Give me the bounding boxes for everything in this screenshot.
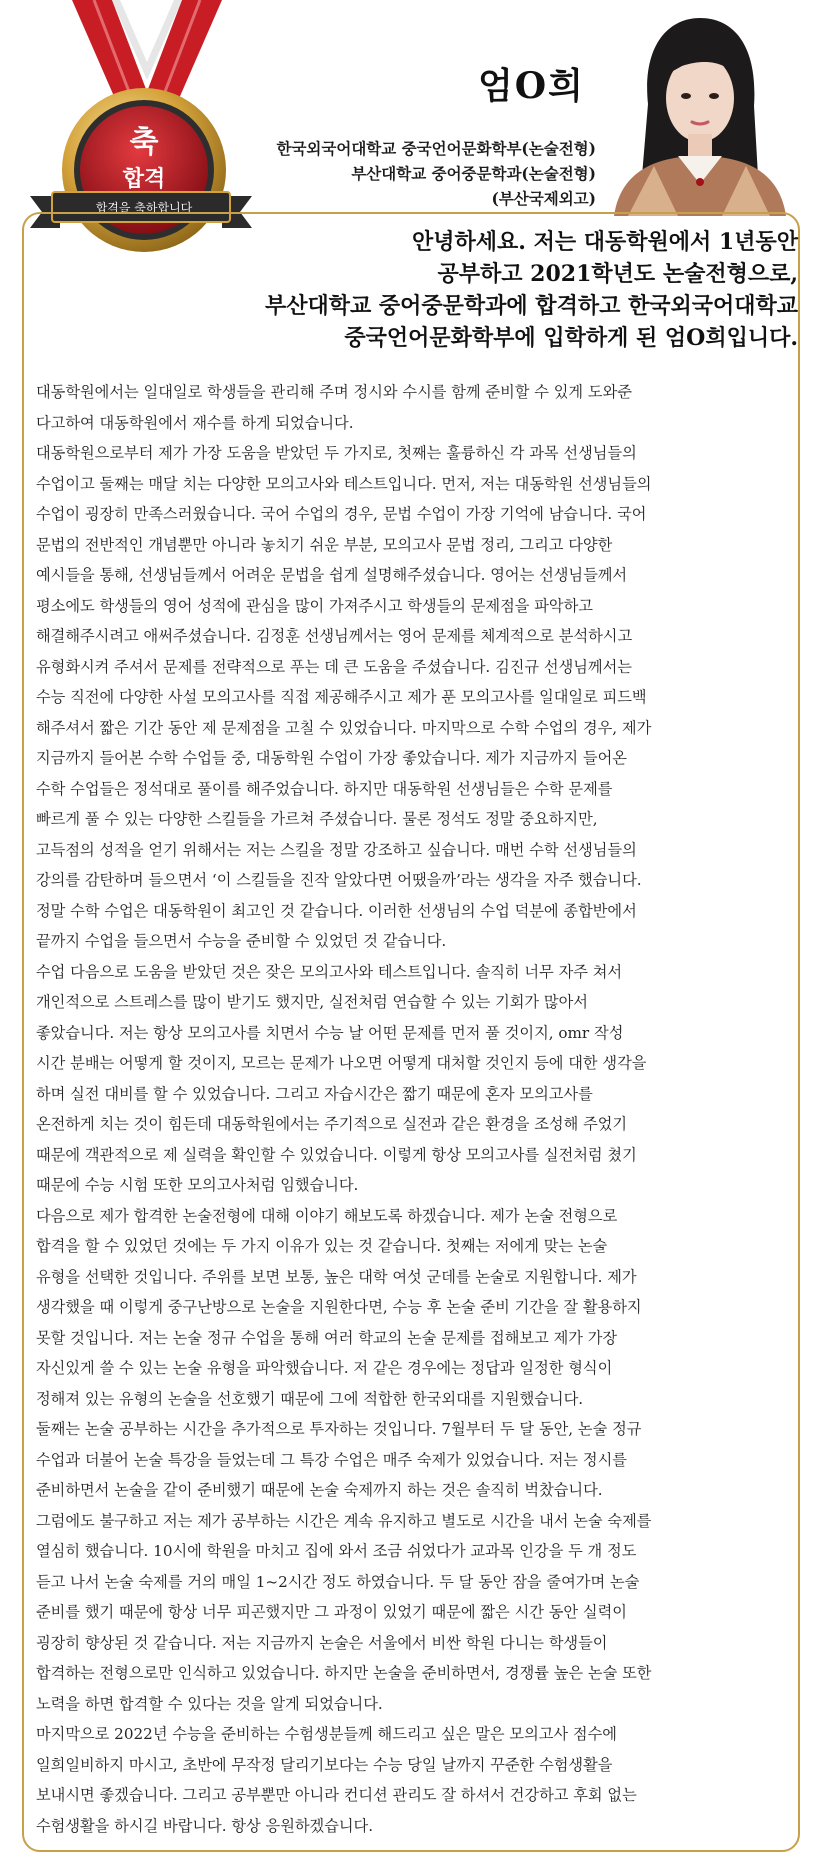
body-line: 하며 실전 대비를 할 수 있었습니다. 그리고 자습시간은 짧기 때문에 혼자 모의고사를 xyxy=(36,1084,593,1103)
body-line: 보내시면 좋겠습니다. 그리고 공부뿐만 아니라 컨디션 관리도 잘 하셔서 건강하고 후회 없는 xyxy=(36,1786,637,1804)
school-line-3: (부산국제외고) xyxy=(491,189,596,208)
intro-line: 부산대학교 중어중문학과에 합격하고 한국외국어대학교 xyxy=(264,293,798,319)
school-line-2: 부산대학교 중어중문학과(논술전형) xyxy=(351,164,596,183)
medal-banner-text: 합격을 축하합니다 xyxy=(95,201,193,215)
body-line: 지금까지 들어본 수학 수업들 중, 대동학원 수업이 가장 좋았습니다. 제가 지금까지 들어온 xyxy=(36,749,627,767)
body-line: 다고하여 대동학원에서 재수를 하게 되었습니다. xyxy=(36,413,354,432)
body-line: 수험생활을 하시길 바랍니다. 항상 응원하겠습니다. xyxy=(36,1816,374,1835)
medal-badge-top: 축 xyxy=(129,125,159,160)
body-line: 다음으로 제가 합격한 논술전형에 대해 이야기 해보도록 하겠습니다. 제가 논술 전형으로 xyxy=(36,1206,618,1225)
body-line: 빠르게 풀 수 있는 다양한 스킬들을 가르쳐 주셨습니다. 물론 정석도 정말 중요하지만, xyxy=(36,810,598,828)
body-line: 좋았습니다. 저는 항상 모의고사를 치면서 수능 날 어떤 문제를 먼저 풀 것이지, omr 작성 xyxy=(36,1023,624,1042)
body-line: 둘째는 논술 공부하는 시간을 추가적으로 투자하는 것입니다. 7월부터 두 달 동안, 논술 정규 xyxy=(36,1420,642,1438)
body-line: 수능 직전에 다양한 사설 모의고사를 직접 제공해주시고 제가 푼 모의고사를 일대일로 피드백 xyxy=(36,688,647,706)
body-line: 준비를 했기 때문에 항상 너무 피곤했지만 그 과정이 있었기 때문에 짧은 시간 동안 실력이 xyxy=(36,1603,627,1621)
body-line: 대동학원에서는 일대일로 학생들을 관리해 주며 정시와 수시를 함께 준비할 수 있게 도와준 xyxy=(36,383,632,401)
body-line: 유형화시켜 주셔서 문제를 전략적으로 푸는 데 큰 도움을 주셨습니다. 김진규 선생님께서는 xyxy=(36,657,632,676)
body-line: 때문에 수능 시험 또한 모의고사처럼 임했습니다. xyxy=(36,1176,359,1194)
medal-badge-bottom: 합격 xyxy=(122,166,166,192)
body-line: 그럼에도 불구하고 저는 제가 공부하는 시간은 계속 유지하고 별도로 시간을 내서 논술 숙제를 xyxy=(36,1511,652,1530)
body-line: 수학 수업들은 정석대로 풀이를 해주었습니다. 하지만 대동학원 선생님들은 수학 문제를 xyxy=(36,779,613,798)
body-line: 수업이고 둘째는 매달 치는 다양한 모의고사와 테스트입니다. 먼저, 저는 대동학원 선생님들의 xyxy=(36,474,652,493)
body-line: 노력을 하면 합격할 수 있다는 것을 알게 되었습니다. xyxy=(36,1694,383,1713)
body-line: 온전하게 치는 것이 힘든데 대동학원에서는 주기적으로 실전과 같은 환경을 조성해 주었기 xyxy=(36,1115,628,1133)
body-line: 일희일비하지 마시고, 초반에 무작정 달리기보다는 수능 당일 날까지 꾸준한 수험생활을 xyxy=(36,1755,613,1774)
school-line-1: 한국외국어대학교 중국언어문화학부(논술전형) xyxy=(276,139,596,158)
intro-heading xyxy=(190,226,798,354)
body-line: 시간 분배는 어떻게 할 것이지, 모르는 문제가 나오면 어떻게 대처할 것인지 등에 대한 생각을 xyxy=(36,1054,647,1072)
body-line: 평소에도 학생들의 영어 성적에 관심을 많이 가져주시고 학생들의 문제점을 파악하고 xyxy=(36,596,593,615)
student-photo xyxy=(608,6,788,216)
body-line: 대동학원으로부터 제가 가장 도움을 받았던 두 가지로, 첫째는 훌륭하신 각 과목 선생님들의 xyxy=(36,444,637,462)
body-line: 합격을 할 수 있었던 것에는 두 가지 이유가 있는 것 같습니다. 첫째는 저에게 맞는 논술 xyxy=(36,1237,608,1255)
intro-line: 중국언어문화학부에 입학하게 된 엄O희입니다. xyxy=(344,325,798,351)
body-line: 굉장히 향상된 것 같습니다. 저는 지금까지 논술은 서울에서 비싼 학원 다니는 학생들이 xyxy=(36,1633,608,1652)
body-line: 고득점의 성적을 얻기 위해서는 저는 스킬을 정말 강조하고 싶습니다. 매번 수학 선생님들의 xyxy=(36,840,637,859)
body-line: 마지막으로 2022년 수능을 준비하는 수험생분들께 해드리고 싶은 말은 모의고사 점수에 xyxy=(36,1725,617,1743)
body-line: 듣고 나서 논술 숙제를 거의 매일 1~2시간 정도 하였습니다. 두 달 동안 잠을 줄여가며 논술 xyxy=(36,1572,640,1591)
body-line: 정해져 있는 유형의 논술을 선호했기 때문에 그에 적합한 한국외대를 지원했습니다. xyxy=(36,1389,584,1408)
body-line: 해결해주시려고 애써주셨습니다. 김정훈 선생님께서는 영어 문제를 체계적으로 분석하시고 xyxy=(36,627,633,645)
body-line: 유형을 선택한 것입니다. 주위를 보면 보통, 높은 대학 여섯 군데를 논술로 지원합니다. 제가 xyxy=(36,1267,637,1286)
intro-line: 공부하고 2021학년도 논술전형으로, xyxy=(437,261,798,287)
body-line: 강의를 감탄하며 들으면서 ‘이 스킬들을 진작 알았다면 어땠을까’라는 생각을 자주 했습니다. xyxy=(36,871,642,889)
body-line: 열심히 했습니다. 10시에 학원을 마치고 집에 와서 조금 쉬었다가 교과목 인강을 두 개 정도 xyxy=(36,1542,637,1560)
body-line: 예시들을 통해, 선생님들께서 어려운 문법을 쉽게 설명해주셨습니다. 영어는 선생님들께서 xyxy=(36,566,628,584)
body-line: 수업 다음으로 도움을 받았던 것은 잦은 모의고사와 테스트입니다. 솔직히 너무 자주 쳐서 xyxy=(36,962,623,981)
body-line: 자신있게 쓸 수 있는 논술 유형을 파악했습니다. 저 같은 경우에는 정답과 일정한 형식이 xyxy=(36,1359,613,1377)
body-line: 생각했을 때 이렇게 중구난방으로 논술을 지원한다면, 수능 후 논술 준비 기간을 잘 활용하지 xyxy=(36,1298,642,1316)
body-line: 준비하면서 논술을 같이 준비했기 때문에 논술 숙제까지 하는 것은 솔직히 벅찼습니다. xyxy=(36,1481,603,1499)
body-line: 못할 것입니다. 저는 논술 정규 수업을 통해 여러 학교의 논술 문제를 접해보고 제가 가장 xyxy=(36,1328,618,1347)
body-line: 수업이 굉장히 만족스러웠습니다. 국어 수업의 경우, 문법 수업이 가장 기억에 남습니다. 국어 xyxy=(36,505,647,523)
body-line: 개인적으로 스트레스를 많이 받기도 했지만, 실전처럼 연습할 수 있는 기회가 많아서 xyxy=(36,993,588,1011)
body-line: 끝까지 수업을 들으면서 수능을 준비할 수 있었던 것 같습니다. xyxy=(36,932,447,950)
body-line: 때문에 객관적으로 제 실력을 확인할 수 있었습니다. 이렇게 항상 모의고사를 실전처럼 쳤기 xyxy=(36,1145,637,1164)
testimonial-body xyxy=(36,377,791,1841)
body-line: 문법의 전반적인 개념뿐만 아니라 놓치기 쉬운 부분, 모의고사 문법 정리, 그리고 다양한 xyxy=(36,535,613,554)
body-line: 해주셔서 짧은 기간 동안 제 문제점을 고칠 수 있었습니다. 마지막으로 수학 수업의 경우, 제가 xyxy=(36,718,652,737)
student-name: 엄O희 xyxy=(478,65,585,107)
body-line: 정말 수학 수업은 대동학원이 최고인 것 같습니다. 이러한 선생님의 수업 덕분에 종합반에서 xyxy=(36,901,637,920)
intro-line: 안녕하세요. 저는 대동학원에서 1년동안 xyxy=(412,229,798,255)
body-line: 합격하는 전형으로만 인식하고 있었습니다. 하지만 논술을 준비하면서, 경쟁률 높은 논술 또한 xyxy=(36,1664,652,1682)
body-line: 수업과 더불어 논술 특강을 들었는데 그 특강 수업은 매주 숙제가 있었습니다. 저는 정시를 xyxy=(36,1450,627,1469)
